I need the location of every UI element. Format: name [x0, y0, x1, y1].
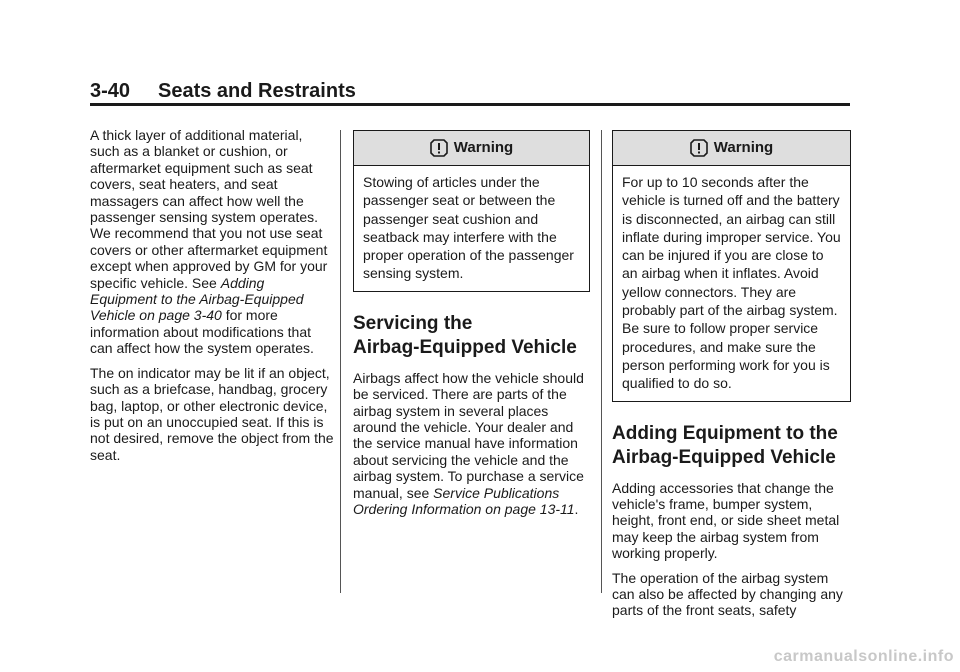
- header-rule: [90, 103, 850, 106]
- paragraph: [353, 370, 590, 518]
- section-title: [353, 312, 590, 360]
- warning-icon: [430, 139, 448, 157]
- warning-text: Stowing of articles under the passenger seat or between the passenger seat cushion and seatback may interfere with the proper operation of the passenger sensing system.: [363, 174, 574, 282]
- warning-box: [353, 130, 590, 292]
- paragraph: [90, 127, 335, 357]
- warning-box: [612, 130, 851, 402]
- column-3: [612, 130, 851, 619]
- paragraph-text: .: [574, 501, 579, 518]
- warning-text: For up to 10 seconds after the vehicle is turned off and the battery is disconnected, an airbag can still inflate during improper service. You can be injured if you are close to an airbag when it inflates. Avoid yellow connectors. They are probably part of the airbag system. Be sure to follow proper service procedures, and make sure the person performing work for you is qualified to do so.: [622, 174, 841, 392]
- warning-title: Warning: [453, 138, 514, 156]
- paragraph: The operation of the airbag system can also be affected by changing any parts of the front seats, safety: [612, 569, 843, 619]
- section-title: [612, 422, 851, 470]
- warning-icon: [690, 139, 708, 157]
- warning-header: [613, 131, 850, 166]
- page-header: [90, 80, 850, 103]
- watermark: carmanualsonline.info: [773, 648, 954, 665]
- section-title-line: Airbag-Equipped Vehicle: [612, 446, 836, 468]
- page-number: 3-40: [90, 80, 131, 102]
- warning-header: [354, 131, 589, 166]
- warning-title: Warning: [713, 138, 774, 156]
- column-divider-right: [601, 130, 602, 593]
- cross-reference-link[interactable]: Service Publications Ordering Information on page 13-11: [353, 484, 575, 518]
- column-2: [353, 130, 590, 517]
- section-title-line: Servicing the: [353, 312, 473, 334]
- section-heading: Seats and Restraints: [158, 80, 356, 102]
- paragraph-text: A thick layer of additional material, such as a blanket or cushion, or aftermarket equipment such as seat covers, seat heaters, and seat massagers can affect how well the passenger sensing system operates. We recommend that you not use seat covers or other aftermarket equipment except when approved by GM for your specific vehicle. See: [90, 127, 328, 291]
- paragraph-text: for more information about modifications that can affect how the system operates.: [90, 307, 314, 357]
- cross-reference-link[interactable]: Adding Equipment to the Airbag-Equipped Vehicle on page 3-40: [90, 274, 304, 324]
- section-title-line: Airbag-Equipped Vehicle: [353, 336, 577, 358]
- paragraph: The on indicator may be lit if an object, such as a briefcase, handbag, grocery bag, laptop, or other electronic device, is put on an unoccupied seat. If this is not desired, remove the object from the seat.: [90, 364, 334, 463]
- paragraph-text: Airbags affect how the vehicle should be serviced. There are parts of the airbag system in several places around the vehicle. Your dealer and the service manual have information about servicing the vehicle and the airbag system. To purchase a service manual, see: [353, 369, 584, 501]
- column-1: [90, 127, 335, 463]
- column-divider-left: [340, 130, 341, 593]
- section-title-line: Adding Equipment to the: [612, 422, 838, 444]
- paragraph: Adding accessories that change the vehicle's frame, bumper system, height, front end, or side sheet metal may keep the airbag system from working properly.: [612, 479, 840, 562]
